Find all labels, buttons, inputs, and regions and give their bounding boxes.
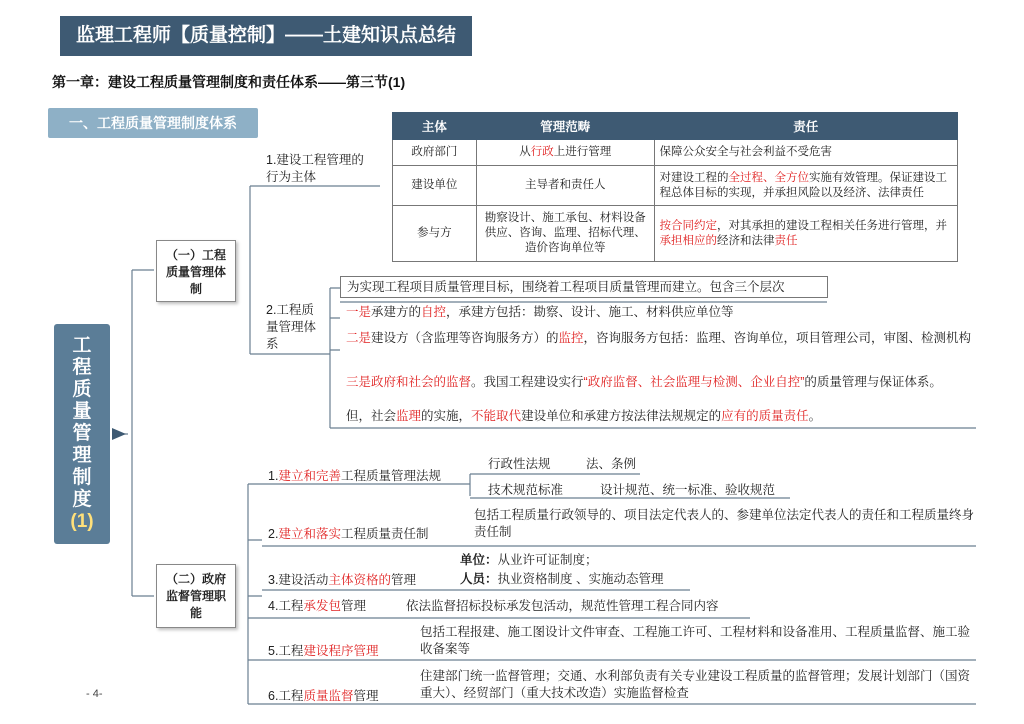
- function-1-sub1-desc: 法、条例: [586, 457, 637, 471]
- function-3-line1: 单位：从业许可证制度；: [460, 553, 598, 567]
- function-1-sub1-label: 行政性法规: [488, 457, 551, 471]
- function-3-line2: 人员：执业资格制度 、实施动态管理: [460, 572, 664, 586]
- main-topic-node: [54, 324, 110, 544]
- main-char: 制: [72, 467, 92, 488]
- function-1-sub2-label: 技术规范标准: [488, 483, 564, 497]
- level-two: 二是建设方（含监理等咨询服务方）的监控，咨询服务方包括：监理、咨询单位，项目管理公司，审图、检测机构: [346, 331, 972, 345]
- page-number: - 4-: [86, 688, 103, 700]
- function-6-desc: 住建部门统一监督管理；交通、水利部负责有关专业建设工程质量的监督管理；发展计划部门（国资重大）、经贸部门（重大技术改造）实施监督检查: [420, 669, 971, 700]
- main-char: 管: [72, 423, 92, 444]
- function-5: 5.工程建设程序管理: [268, 644, 379, 658]
- chapter-heading: 第一章：建设工程质量管理制度和责任体系——第三节(1): [52, 74, 406, 90]
- part2-node: （二）政府监督管理职能: [156, 564, 236, 628]
- table-row: [393, 166, 958, 206]
- table-cell: 主导者和责任人: [476, 166, 654, 206]
- main-char: 量: [72, 401, 92, 422]
- table-cell: 建设单位: [393, 166, 477, 206]
- level-three-note: 但，社会监理的实施，不能取代建设单位和承建方按法律法规规定的应有的质量责任。: [346, 409, 822, 423]
- part1-node: （一）工程质量管理体制: [156, 240, 236, 302]
- table-cell: 从行政上进行管理: [476, 140, 654, 166]
- level-three: 三是政府和社会的监督。我国工程建设实行“政府监督、社会监理与检测、企业自控”的质量管理与保证体系。: [346, 375, 942, 389]
- main-number: (1): [70, 511, 94, 532]
- function-1-sub2-desc: 设计规范、统一标准、验收规范: [600, 483, 776, 497]
- main-char: 度: [72, 489, 92, 510]
- table-row: [393, 206, 958, 262]
- table-cell: 保障公众安全与社会利益不受危害: [654, 140, 957, 166]
- page-title: 监理工程师【质量控制】——土建知识点总结: [60, 16, 472, 56]
- table-cell: 参与方: [393, 206, 477, 262]
- table-cell: 勘察设计、施工承包、材料设备供应、咨询、监理、招标代理、造价咨询单位等: [476, 206, 654, 262]
- table-header: 主体: [393, 113, 477, 140]
- table-header: 管理范畴: [476, 113, 654, 140]
- function-1: 1.建立和完善工程质量管理法规: [268, 469, 441, 483]
- part1-item1: 1.建设工程管理的行为主体: [266, 153, 364, 184]
- function-3: 3.建设活动主体资格的管理: [268, 573, 416, 587]
- main-char: 工: [72, 335, 92, 356]
- table-row: [393, 140, 958, 166]
- level-one: 一是承建方的自控，承建方包括：勘察、设计、施工、材料供应单位等: [346, 305, 734, 319]
- function-2-desc: 包括工程质量行政领导的、项目法定代表人的、参建单位法定代表人的责任和工程质量终身责任制: [474, 508, 975, 539]
- function-4: 4.工程承发包管理: [268, 599, 366, 613]
- function-2: 2.建立和落实工程质量责任制: [268, 527, 429, 541]
- table-cell: 对建设工程的全过程、全方位实施有效管理。保证建设工程总体目标的实现，并承担风险以及经济、法律责任: [654, 166, 957, 206]
- responsibility-table: [392, 112, 958, 262]
- main-char: 理: [72, 445, 92, 466]
- levels-intro: 为实现工程项目质量管理目标，围绕着工程项目质量管理而建立。包含三个层次: [340, 276, 828, 298]
- part1-item2: 2.工程质量管理体系: [266, 303, 317, 351]
- function-4-desc: 依法监督招标投标承发包活动，规范性管理工程合同内容: [406, 599, 719, 613]
- table-cell: 按合同约定，对其承担的建设工程相关任务进行管理，并承担相应的经济和法律责任: [654, 206, 957, 262]
- table-header: 责任: [654, 113, 957, 140]
- table-cell: 政府部门: [393, 140, 477, 166]
- function-5-desc: 包括工程报建、施工图设计文件审查、工程施工许可、工程材料和设备准用、工程质量监督、施工验收备案等: [420, 625, 971, 656]
- main-char: 质: [72, 379, 92, 400]
- function-6: 6.工程质量监督管理: [268, 689, 379, 703]
- section-heading: 一、工程质量管理制度体系: [48, 108, 258, 138]
- main-char: 程: [72, 357, 92, 378]
